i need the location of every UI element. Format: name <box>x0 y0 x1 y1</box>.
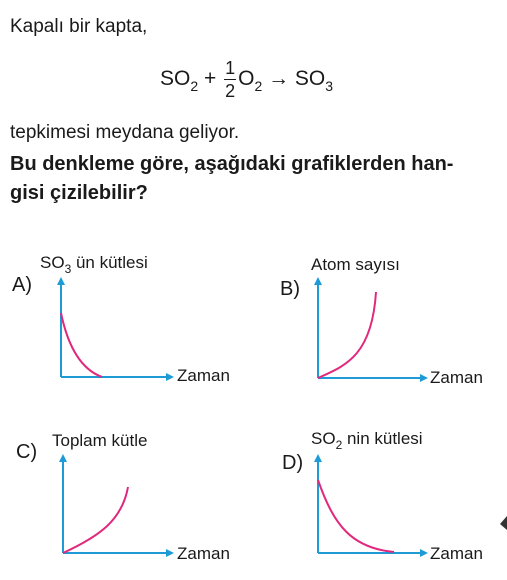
option-c-xlabel: Zaman <box>177 544 230 563</box>
question-prompt-line1: Bu denkleme göre, aşağıdaki grafiklerden han- <box>10 153 454 175</box>
fraction-denominator: 2 <box>225 81 236 101</box>
edge-mark <box>500 516 507 530</box>
plus-sign: + <box>203 67 217 91</box>
graph-a-curve <box>61 313 102 377</box>
graph-b-curve <box>318 292 376 378</box>
option-d-xlabel: Zaman <box>430 544 483 563</box>
option-b-ylabel: Atom sayısı <box>311 255 400 274</box>
reactant-o: O <box>238 67 255 91</box>
option-b-xlabel: Zaman <box>430 368 483 387</box>
graph-d-curve <box>318 480 394 552</box>
reaction-sentence: tepkimesi meydana geliyor. <box>10 122 240 143</box>
fraction-numerator: 1 <box>225 58 236 78</box>
option-c-ylabel: Toplam kütle <box>52 431 148 450</box>
option-c-letter[interactable]: C) <box>16 441 38 463</box>
reactant-so: SO <box>160 67 191 91</box>
intro-text: Kapalı bir kapta, <box>10 16 148 37</box>
option-a-ylabel: $SO_3$ ün kütlesi <box>40 253 148 276</box>
graph-d <box>318 456 426 553</box>
graph-b <box>318 279 426 378</box>
product-so: SO <box>294 67 326 91</box>
option-b-letter[interactable]: B) <box>280 278 300 300</box>
reaction-arrow: → <box>268 67 290 91</box>
reactant-so-subscript: 2 <box>190 78 199 95</box>
question-prompt-line2: gisi çizilebilir? <box>10 182 148 204</box>
graph-a <box>61 279 172 377</box>
option-d-ylabel: $SO_2$ nin kütlesi <box>311 429 423 452</box>
option-a-xlabel: Zaman <box>177 366 230 385</box>
reactant-o-subscript: 2 <box>254 78 263 95</box>
option-d-letter[interactable]: D) <box>282 452 304 474</box>
graph-c <box>63 456 172 553</box>
product-so-subscript: 3 <box>325 78 334 95</box>
graph-c-curve <box>63 487 128 553</box>
option-a-letter[interactable]: A) <box>12 274 32 296</box>
